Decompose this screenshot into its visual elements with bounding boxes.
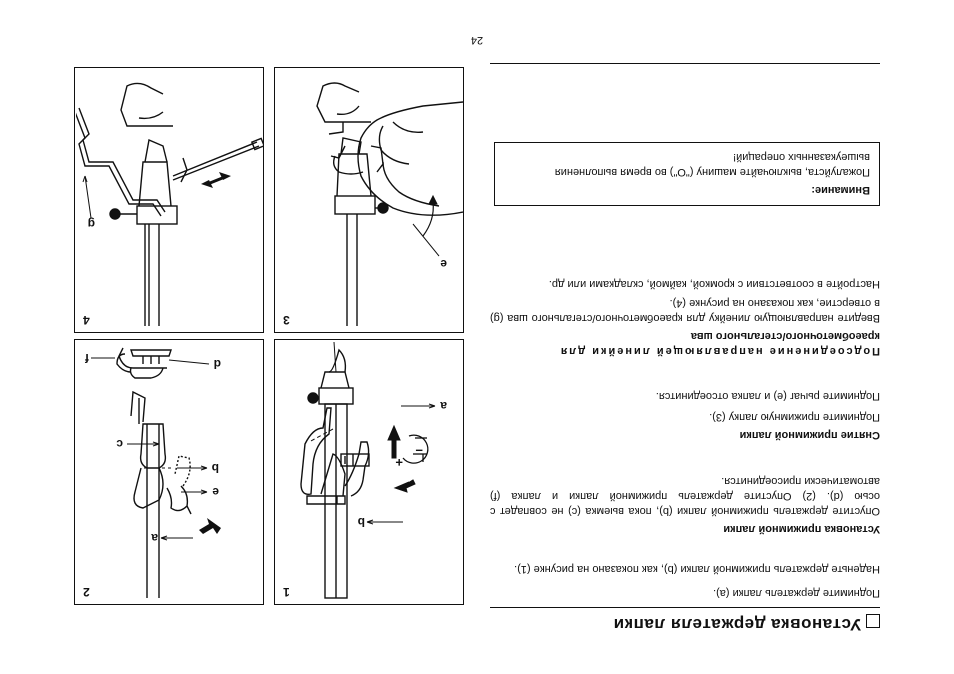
fig2-label-b: b bbox=[211, 461, 219, 475]
warning-title: Внимание: bbox=[811, 184, 870, 196]
guide-text-1: Введите направляющую линейку для краеобметочного/стегального шва (g) в отверстие, как показано на рисунке (4). bbox=[490, 297, 880, 324]
warning-text: Пожалуйста, выключайте машину ("O") во время выполнения вышеуказанных операций! bbox=[554, 151, 870, 178]
fig2-label-c: c bbox=[116, 437, 123, 451]
page-number: 24 bbox=[470, 34, 484, 46]
foot-text: Опустите держатель прижимной лапки (b), пока выемка (c) не совпадет с осью (d). (2) Опустите держатель прижимной лапки и лапка (f) автоматически присоединится. bbox=[490, 475, 880, 517]
install-step-1: Поднимите держатель лапки (a). bbox=[713, 587, 880, 599]
figure-2 bbox=[74, 339, 264, 605]
minus-sign: − bbox=[415, 443, 423, 458]
removal-step-1: Поднимите прижимную лапку (3). bbox=[709, 411, 880, 423]
fig3-label-e: e bbox=[440, 257, 447, 271]
guide-heading-1: Подсоединение направляющей линейки для bbox=[558, 345, 880, 357]
guide-section bbox=[490, 267, 880, 358]
fig1-label-b: b bbox=[357, 515, 365, 529]
foot-install bbox=[490, 464, 880, 536]
plus-sign: + bbox=[395, 455, 403, 470]
figure-3 bbox=[274, 67, 464, 333]
install-step-2: Наденьте держатель прижимной лапки (b), как показано на рисунке (1). bbox=[514, 563, 880, 575]
removal-heading: Снятие прижимной лапки bbox=[739, 429, 880, 441]
fig2-label-d: d bbox=[213, 357, 221, 371]
section-title: Установка держателя лапки bbox=[613, 615, 861, 634]
warning-note bbox=[494, 142, 880, 206]
install-steps bbox=[490, 552, 880, 600]
fig1-label-a: a bbox=[440, 399, 447, 413]
figure-4-number: 4 bbox=[83, 313, 90, 327]
removal-step-2: Поднимите рычаг (e) и лапка отсоединится. bbox=[655, 390, 880, 402]
figure-4 bbox=[74, 67, 264, 333]
foot-heading: Установка прижимной лапки bbox=[723, 523, 880, 535]
guide-text-2: Настройте в соответствии с кромкой, каймой, складками или др. bbox=[548, 278, 880, 290]
figure-4-drawing bbox=[76, 69, 263, 332]
figure-3-number: 3 bbox=[283, 313, 290, 327]
fig4-label-g: g bbox=[87, 217, 95, 231]
figure-1-number: 1 bbox=[283, 585, 290, 599]
figure-2-number: 2 bbox=[83, 585, 90, 599]
figure-1-drawing bbox=[276, 341, 463, 604]
title-rule bbox=[490, 607, 880, 608]
figure-3-drawing bbox=[276, 69, 463, 332]
fig2-label-f: f bbox=[85, 351, 89, 365]
foot-removal bbox=[490, 379, 880, 442]
guide-heading-2: краеобметочного/стегального шва bbox=[690, 330, 880, 342]
fig2-label-e: e bbox=[212, 485, 219, 499]
top-rule bbox=[490, 63, 880, 64]
title-checkbox-icon bbox=[866, 614, 880, 628]
figure-2-drawing bbox=[76, 341, 263, 604]
figure-1 bbox=[274, 339, 464, 605]
fig2-label-a: a bbox=[151, 531, 158, 545]
